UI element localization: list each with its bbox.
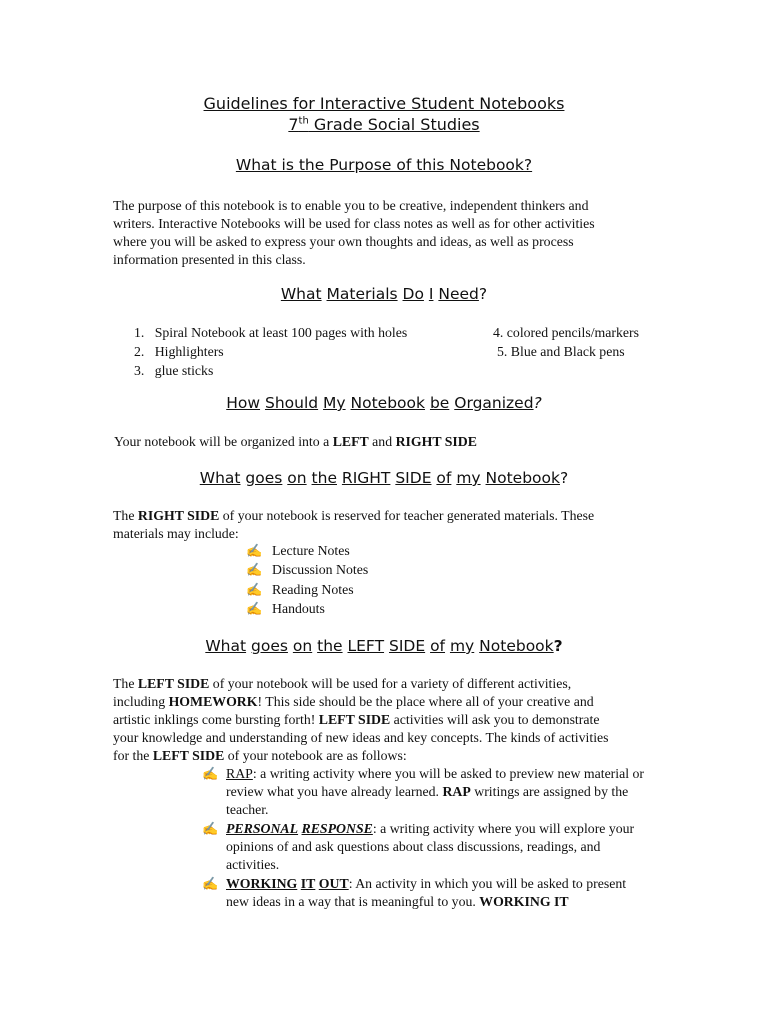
- document-subtitle: [0, 115, 768, 134]
- right-side-paragraph: [113, 507, 673, 543]
- heading-word: I: [428, 285, 434, 303]
- left-side-paragraph: [113, 675, 673, 765]
- term-personal: PERSONAL: [226, 821, 299, 836]
- heading-punct: ?: [553, 637, 563, 655]
- heading-word: the: [317, 637, 343, 655]
- heading-word: Notebook: [479, 637, 554, 655]
- text-run: writings are assigned by the teacher.: [226, 784, 629, 817]
- writing-hand-icon: ✍: [246, 600, 263, 616]
- writing-hand-icon: ✍: [202, 821, 219, 836]
- text-run: : a writing activity where you will be asked to preview new material or review what you have already learned.: [226, 766, 645, 799]
- text-run: of your notebook is reserved for teacher generated materials. These: [219, 508, 595, 523]
- right-side-line: materials may include:: [113, 526, 239, 541]
- purpose-line: The purpose of this notebook is to enable you to be creative, independent thinkers and: [113, 198, 589, 213]
- right-side-list: [246, 541, 368, 618]
- text-run-bold: HOMEWORK: [168, 694, 258, 709]
- text-run: including: [113, 694, 169, 709]
- heading-word: my: [449, 637, 475, 655]
- heading-punct: ?: [533, 394, 542, 412]
- heading-word: of: [430, 637, 446, 655]
- term-out: OUT: [318, 876, 349, 891]
- purpose-heading-text: What is the Purpose of this Notebook?: [235, 156, 533, 174]
- heading-word: What: [199, 469, 241, 487]
- list-item: [246, 599, 368, 618]
- heading-word: the: [311, 469, 337, 487]
- heading-word: goes: [245, 469, 283, 487]
- text-run: The: [113, 676, 138, 691]
- heading-word: My: [323, 394, 346, 412]
- heading-word: How: [226, 394, 261, 412]
- subtitle-superscript: th: [298, 115, 309, 127]
- material-item: 1. Spiral Notebook at least 100 pages with holes: [134, 325, 408, 340]
- heading-word: SIDE: [395, 469, 432, 487]
- organized-and: and: [368, 434, 396, 449]
- writing-hand-icon: ✍: [246, 581, 263, 597]
- material-item: 2. Highlighters: [134, 344, 224, 359]
- text-run: ! This side should be the place where all of your creative and: [257, 694, 594, 709]
- text-run: activities will ask you to demonstrate: [390, 712, 600, 727]
- purpose-line: where you will be asked to express your own thoughts and ideas, as well as process: [113, 234, 574, 249]
- writing-hand-icon: ✍: [202, 766, 219, 781]
- text-run: of your notebook will be used for a variety of different activities,: [209, 676, 572, 691]
- purpose-paragraph: [113, 197, 653, 269]
- organized-text-pre: Your notebook will be organized into a: [114, 434, 333, 449]
- term-it: IT: [300, 876, 316, 891]
- text-run: : An activity in which you will be asked to present new ideas in a way that is meaningful to you.: [226, 876, 627, 909]
- subtitle-text: Grade Social Studies: [308, 115, 480, 134]
- heading-word: Notebook: [350, 394, 426, 412]
- list-item-rap: [202, 765, 652, 819]
- heading-word: RIGHT: [341, 469, 391, 487]
- heading-word: be: [429, 394, 450, 412]
- text-run-bold: LEFT SIDE: [152, 748, 225, 763]
- list-item-text: [226, 875, 652, 911]
- list-item-label: Discussion Notes: [272, 562, 369, 578]
- organized-text: [114, 433, 654, 451]
- organized-heading: [0, 394, 768, 412]
- heading-word: Organized: [454, 394, 534, 412]
- left-side-line: [113, 693, 673, 711]
- term-working: WORKING: [226, 876, 298, 891]
- heading-word: my: [456, 469, 481, 487]
- list-item-personal-response: [202, 820, 652, 874]
- list-item-label: Lecture Notes: [272, 543, 350, 558]
- text-run-bold: RIGHT SIDE: [137, 508, 220, 523]
- text-run-bold: LEFT SIDE: [318, 712, 391, 727]
- material-item: 5. Blue and Black pens: [497, 344, 625, 359]
- list-item-text: [226, 765, 652, 819]
- heading-word: goes: [251, 637, 288, 655]
- purpose-line: writers. Interactive Notebooks will be used for class notes as well as for other activities: [113, 216, 595, 231]
- heading-word: Materials: [326, 285, 398, 303]
- material-item: 3. glue sticks: [134, 363, 214, 378]
- right-side-line: [113, 507, 673, 525]
- heading-word: Need: [438, 285, 479, 303]
- text-run: artistic inklings come bursting forth!: [113, 712, 319, 727]
- list-item-label: Reading Notes: [272, 581, 354, 597]
- list-item: [246, 580, 368, 599]
- materials-list-left: [134, 323, 407, 380]
- heading-word: on: [292, 637, 313, 655]
- text-run-bold: RAP: [442, 784, 471, 799]
- left-side-line: your knowledge and understanding of new ideas and key concepts. The kinds of activities: [113, 730, 609, 745]
- term-rap: RAP: [226, 766, 253, 781]
- heading-word: What: [205, 637, 247, 655]
- materials-heading: [0, 285, 768, 303]
- document-title: Guidelines for Interactive Student Notebooks: [203, 94, 565, 113]
- writing-hand-icon: ✍: [246, 562, 263, 578]
- left-side-line: [113, 675, 673, 693]
- text-run-bold: WORKING IT: [479, 894, 569, 909]
- heading-word: Do: [402, 285, 424, 303]
- heading-word: Should: [264, 394, 319, 412]
- materials-list-right: [493, 323, 639, 361]
- heading-word: Notebook: [485, 469, 561, 487]
- heading-word: What: [280, 285, 322, 303]
- heading-punct: ?: [478, 285, 488, 303]
- organized-left: LEFT: [332, 434, 369, 449]
- list-item-working-it-out: [202, 875, 652, 911]
- writing-hand-icon: ✍: [246, 543, 263, 558]
- left-side-line: [113, 711, 673, 729]
- list-item-label: Handouts: [272, 600, 325, 616]
- organized-right: RIGHT SIDE: [395, 434, 477, 449]
- material-item: 4. colored pencils/markers: [493, 325, 639, 340]
- text-run: The: [113, 508, 138, 523]
- subtitle-grade: 7: [288, 115, 299, 134]
- text-run-bold: LEFT SIDE: [137, 676, 210, 691]
- left-side-line: [113, 747, 673, 765]
- left-side-list: [202, 765, 652, 911]
- right-side-heading: [0, 469, 768, 487]
- list-item: [246, 541, 368, 560]
- heading-word: LEFT: [347, 637, 385, 655]
- writing-hand-icon: ✍: [202, 876, 219, 891]
- list-item-text: [226, 820, 652, 874]
- heading-word: of: [436, 469, 452, 487]
- purpose-line: information presented in this class.: [113, 252, 306, 267]
- heading-word: SIDE: [388, 637, 426, 655]
- term-response: RESPONSE: [301, 821, 373, 836]
- heading-punct: ?: [560, 469, 569, 487]
- heading-word: on: [287, 469, 307, 487]
- text-run: : a writing activity where you will explore your opinions of and ask questions about class discussions, readings, and activities.: [226, 821, 635, 872]
- list-item: [246, 560, 368, 579]
- text-run: for the: [113, 748, 153, 763]
- purpose-heading: [0, 156, 768, 174]
- left-side-heading: [0, 637, 768, 655]
- text-run: of your notebook are as follows:: [224, 748, 407, 763]
